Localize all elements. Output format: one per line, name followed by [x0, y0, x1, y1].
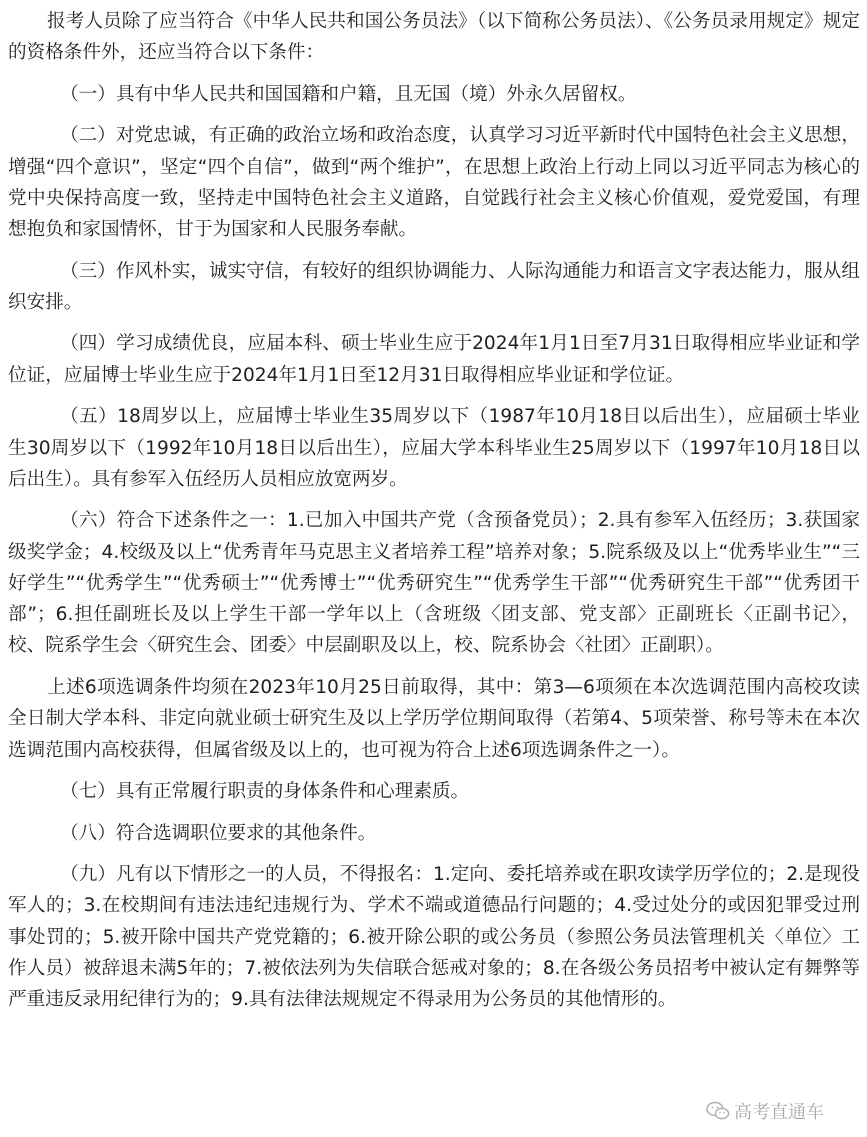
watermark-text: 高考直通车: [734, 1102, 824, 1123]
wechat-icon: [706, 1101, 730, 1121]
document-body: [8, 6, 860, 1026]
condition-4: （四）学习成绩优良，应届本科、硕士毕业生应于2024年1月1日至7月31日取得相应毕业证和学位证，应届博士毕业生应于2024年1月1日至12月31日取得相应毕业证和学位证。: [8, 333, 860, 386]
condition-1: （一）具有中华人民共和国国籍和户籍，且无国（境）外永久居留权。: [60, 83, 637, 105]
condition-8: （八）符合选调职位要求的其他条件。: [60, 822, 377, 844]
condition-3: （三）作风朴实，诚实守信，有较好的组织协调能力、人际沟通能力和语言文字表达能力，服从组织安排。: [8, 260, 860, 313]
note-paragraph: 上述6项选调条件均须在2023年10月25日前取得，其中：第3—6项须在本次选调范围内高校攻读全日制大学本科、非定向就业硕士研究生及以上学历学位期间取得（若第4、5项荣誉、称号等未在本次选调范围内高校获得，但属省级及以上的，也可视为符合上述6项选调条件之一）。: [8, 676, 860, 761]
watermark: [706, 1098, 824, 1124]
condition-6: （六）符合下述条件之一：1.已加入中国共产党（含预备党员）；2.具有参军入伍经历；3.获国家级奖学金；4.校级及以上“优秀青年马克思主义者培养工程”培养对象；5.院系级及以上“优秀毕业生”“三好学生”“优秀学生”“优秀硕士”“优秀博士”“优秀研究生”“优秀学生干部”“优秀研究生干部”“优秀团干部”；6.担任副班长及以上学生干部一学年以上（含班级〈团支部、党支部〉正副班长〈正副书记〉，校、院系学生会〈研究生会、团委〉中层副职及以上，校、院系协会〈社团〉正副职）。: [8, 510, 860, 657]
intro-paragraph: 报考人员除了应当符合《中华人民共和国公务员法》（以下简称公务员法）、《公务员录用规定》规定的资格条件外，还应当符合以下条件：: [8, 11, 860, 64]
condition-9: （九）凡有以下情形之一的人员，不得报名：1.定向、委托培养或在职攻读学历学位的；2.是现役军人的；3.在校期间有违法违纪违规行为、学术不端或道德品行问题的；4.受过处分的或因犯罪受过刑事处罚的；5.被开除中国共产党党籍的；6.被开除公职的或公务员（参照公务员法管理机关〈单位〉工作人员）被辞退未满5年的；7.被依法列为失信联合惩戒对象的；8.在各级公务员招考中被认定有舞弊等严重违反录用纪律行为的；9.具有法律法规规定不得录用为公务员的其他情形的。: [8, 864, 860, 1011]
condition-5: （五）18周岁以上，应届博士毕业生35周岁以下（1987年10月18日以后出生），应届硕士毕业生30周岁以下（1992年10月18日以后出生），应届大学本科毕业生25周岁以下（1997年10月18日以后出生）。具有参军入伍经历人员相应放宽两岁。: [8, 406, 860, 490]
condition-2: （二）对党忠诚，有正确的政治立场和政治态度，认真学习习近平新时代中国特色社会主义思想，增强“四个意识”，坚定“四个自信”，做到“两个维护”，在思想上政治上行动上同以习近平同志为核心的党中央保持高度一致，坚持走中国特色社会主义道路，自觉践行社会主义核心价值观，爱党爱国，有理想抱负和家国情怀，甘于为国家和人民服务奉献。: [8, 125, 860, 241]
condition-7: （七）具有正常履行职责的身体条件和心理素质。: [60, 781, 470, 803]
